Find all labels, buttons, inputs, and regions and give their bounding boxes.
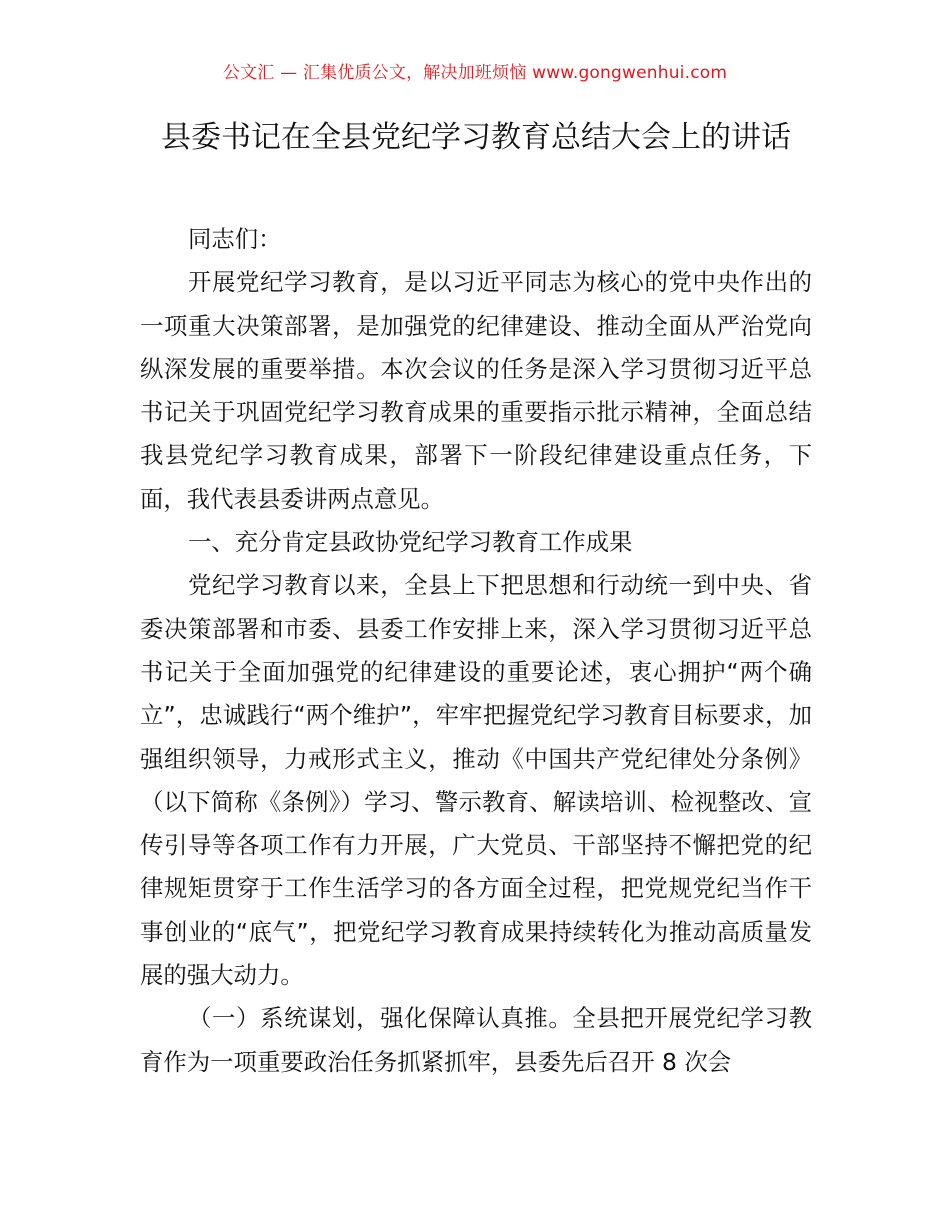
paragraph-achievements: 党纪学习教育以来，全县上下把思想和行动统一到中央、省委决策部署和市委、县委工作安排上来，深入学习贯彻习近平总书记关于全面加强党的纪律建设的重要论述，衷心拥护“两个确立”，忠诚践行“两个维护”，牢牢把握党纪学习教育目标要求，加强组织领导，力戒形式主义，推动《中国共产党纪律处分条例》（以下简称《条例》）学习、警示教育、解读培训、检视整改、宣传引导等各项工作有力开展，广大党员、干部坚持不懈把党的纪律规矩贯穿于工作生活学习的各方面全过程，把党规党纪当作干事创业的“底气”，把党纪学习教育成果持续转化为推动高质量发展的强大动力。 [140,571,812,990]
paragraph-intro: 开展党纪学习教育，是以习近平同志为核心的党中央作出的一项重大决策部署，是加强党的纪律建设、推动全面从严治党向纵深发展的重要举措。本次会议的任务是深入学习贯彻习近平总书记关于巩固党纪学习教育成果的重要指示批示精神，全面总结我县党纪学习教育成果，部署下一阶段纪律建设重点任务，下面，我代表县委讲两点意见。 [140,268,812,513]
salutation: 同志们： [188,225,282,253]
document-title: 县委书记在全县党纪学习教育总结大会上的讲话 [161,120,791,155]
section-heading-1: 一、充分肯定县政协党纪学习教育工作成果 [188,528,633,557]
watermark-banner: 公文汇 — 汇集优质公文，解决加班烦恼 www.gongwenhui.com [222,63,728,83]
paragraph-subsection-1: （一）系统谋划，强化保障认真推。全县把开展党纪学习教育作为一项重要政治任务抓紧抓牢，县委先后召开 8 次会 [140,1004,812,1076]
document-body [140,218,812,1084]
